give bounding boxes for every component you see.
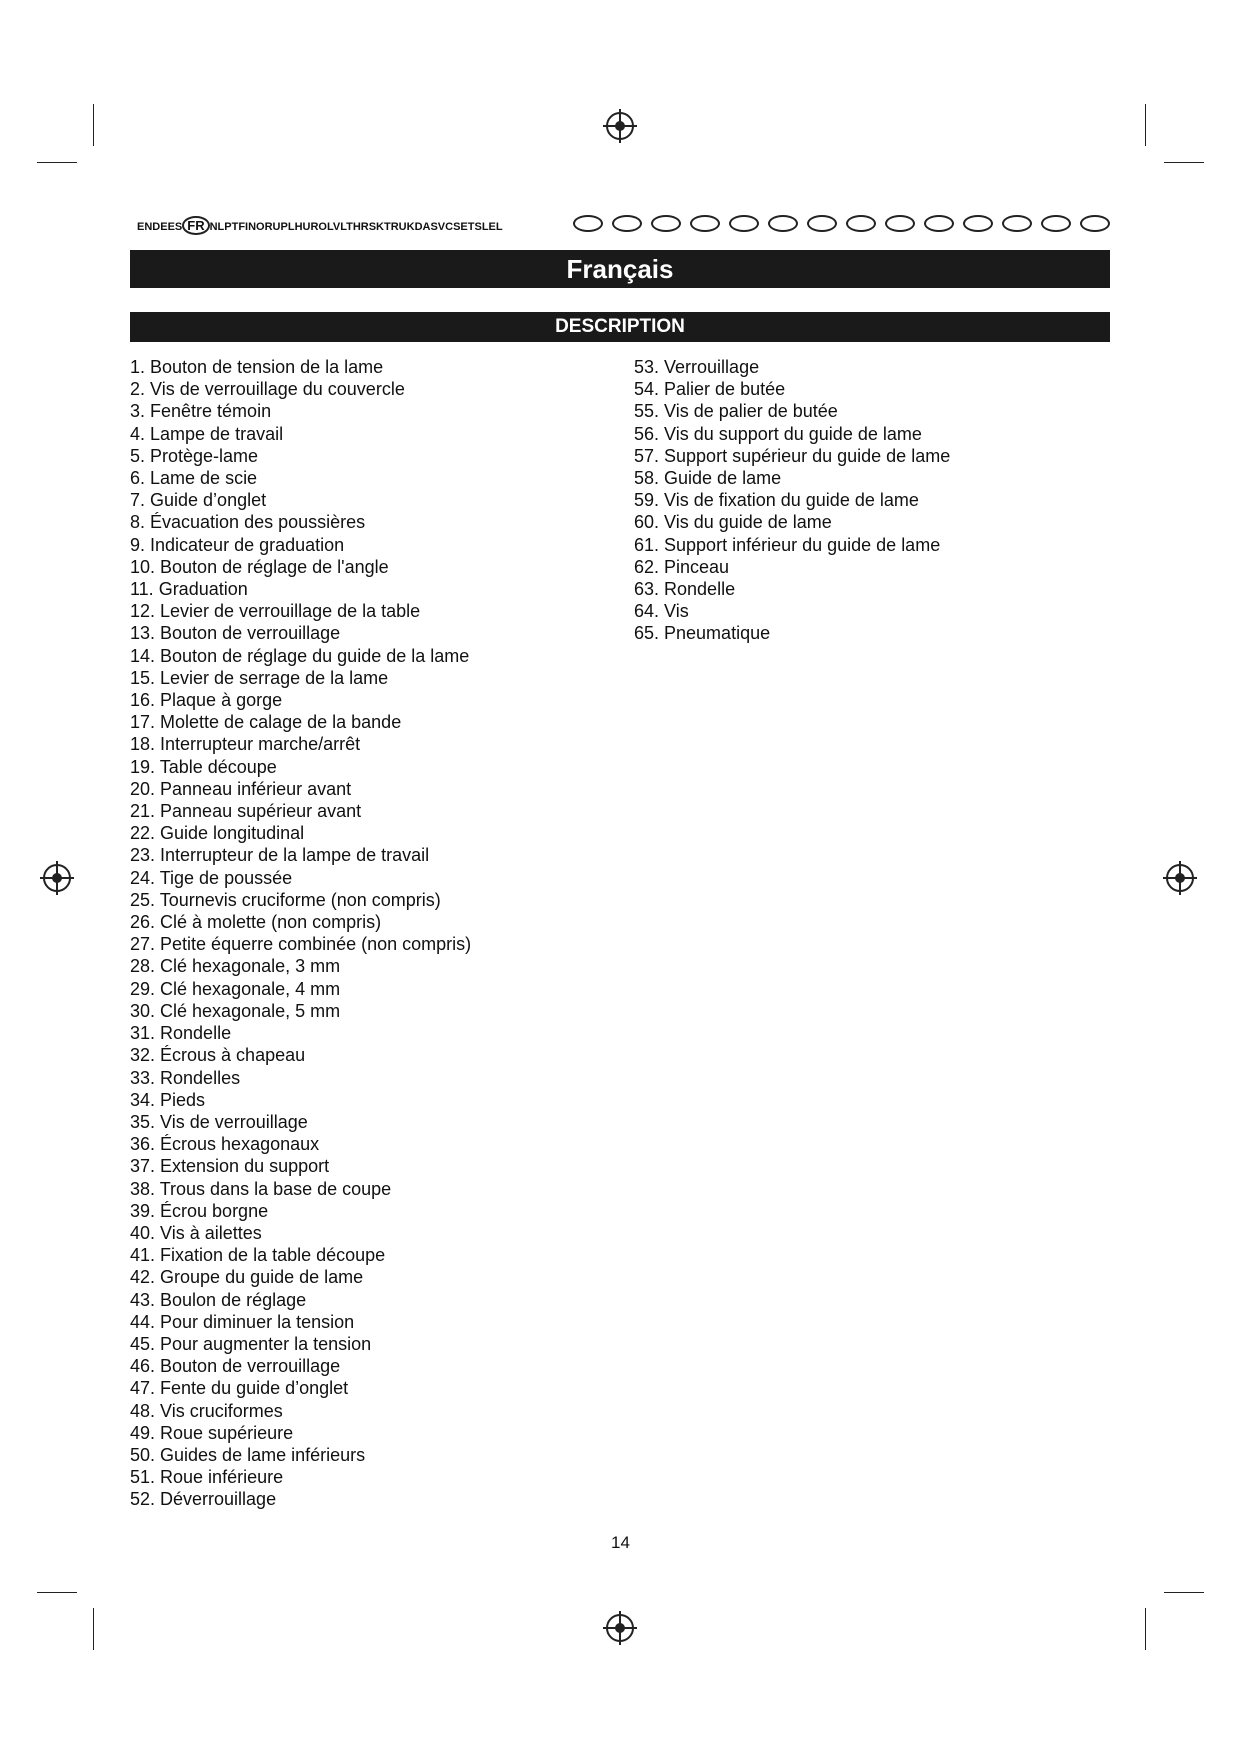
language-oval	[690, 215, 720, 232]
list-item: 63. Rondelle	[634, 579, 736, 600]
registration-mark-icon	[43, 864, 71, 892]
list-item: 9. Indicateur de graduation	[130, 534, 345, 555]
page-title: Français	[130, 250, 1110, 288]
list-item: 3. Fenêtre témoin	[130, 401, 272, 422]
registration-mark-icon	[1166, 864, 1194, 892]
list-item: 27. Petite équerre combinée (non compris)	[130, 934, 472, 955]
list-item: 11. Graduation	[130, 579, 248, 600]
language-oval	[768, 215, 798, 232]
language-code: SL	[474, 221, 489, 233]
list-item: 50. Guides de lame inférieurs	[130, 1444, 366, 1465]
language-code: HU	[294, 221, 311, 233]
list-item: 31. Rondelle	[130, 1023, 232, 1044]
registration-mark-icon	[606, 112, 634, 140]
list-item: 18. Interrupteur marche/arrêt	[130, 734, 361, 755]
crop-mark	[93, 104, 94, 146]
list-item: 54. Palier de butée	[634, 379, 786, 400]
list-item: 41. Fixation de la table découpe	[130, 1245, 386, 1266]
list-item: 62. Pinceau	[634, 556, 730, 577]
language-code: EL	[488, 221, 503, 233]
language-oval	[963, 215, 993, 232]
list-item: 47. Fente du guide d’onglet	[130, 1378, 349, 1399]
language-oval	[1002, 215, 1032, 232]
list-item: 64. Vis	[634, 601, 689, 622]
language-oval	[573, 215, 603, 232]
crop-mark	[1164, 1592, 1204, 1593]
list-item: 14. Bouton de réglage du guide de la lame	[130, 645, 470, 666]
list-item: 35. Vis de verrouillage	[130, 1111, 308, 1132]
crop-mark	[1145, 1608, 1146, 1650]
list-item: 26. Clé à molette (non compris)	[130, 912, 382, 933]
list-item: 10. Bouton de réglage de l'angle	[130, 556, 389, 577]
language-code: FI	[238, 221, 249, 233]
list-item: 61. Support inférieur du guide de lame	[634, 534, 941, 555]
language-codes	[137, 216, 503, 235]
list-item: 20. Panneau inférieur avant	[130, 778, 352, 799]
list-item: 22. Guide longitudinal	[130, 823, 305, 844]
language-code: ET	[460, 221, 475, 233]
list-item: 46. Bouton de verrouillage	[130, 1356, 341, 1377]
list-item: 48. Vis cruciformes	[130, 1400, 283, 1421]
list-item: 24. Tige de poussée	[130, 867, 293, 888]
crop-mark	[1145, 104, 1146, 146]
list-item: 15. Levier de serrage de la lame	[130, 667, 389, 688]
list-item: 30. Clé hexagonale, 5 mm	[130, 1000, 341, 1021]
list-item: 4. Lampe de travail	[130, 423, 284, 444]
language-code: LT	[340, 221, 353, 233]
list-item: 28. Clé hexagonale, 3 mm	[130, 956, 341, 977]
list-item: 33. Rondelles	[130, 1067, 241, 1088]
crop-mark	[1164, 162, 1204, 163]
language-code: RU	[264, 221, 281, 233]
language-code: PT	[224, 221, 239, 233]
language-code-active: FR	[182, 216, 209, 235]
list-item: 19. Table découpe	[130, 756, 277, 777]
list-item: 38. Trous dans la base de coupe	[130, 1178, 392, 1199]
language-oval	[1041, 215, 1071, 232]
language-code: EN	[137, 221, 153, 233]
list-item: 7. Guide d’onglet	[130, 490, 267, 511]
language-oval	[885, 215, 915, 232]
language-code: NO	[248, 221, 265, 233]
list-item: 16. Plaque à gorge	[130, 690, 283, 711]
crop-mark	[37, 1592, 77, 1593]
list-item: 58. Guide de lame	[634, 468, 782, 489]
registration-mark-icon	[606, 1614, 634, 1642]
language-code: UK	[398, 221, 415, 233]
language-oval	[1080, 215, 1110, 232]
language-code: DE	[152, 221, 168, 233]
crop-mark	[37, 162, 77, 163]
description-list-left	[130, 356, 600, 1511]
list-item: 6. Lame de scie	[130, 468, 258, 489]
list-item: 29. Clé hexagonale, 4 mm	[130, 978, 341, 999]
list-item: 12. Levier de verrouillage de la table	[130, 601, 421, 622]
language-code: CS	[445, 221, 461, 233]
language-code: SK	[368, 221, 384, 233]
language-code: ES	[167, 221, 183, 233]
language-oval	[807, 215, 837, 232]
list-item: 56. Vis du support du guide de lame	[634, 423, 922, 444]
list-item: 55. Vis de palier de butée	[634, 401, 838, 422]
list-item: 45. Pour augmenter la tension	[130, 1333, 372, 1354]
list-item: 65. Pneumatique	[634, 623, 771, 644]
list-item: 37. Extension du support	[130, 1156, 330, 1177]
list-item: 49. Roue supérieure	[130, 1422, 294, 1443]
list-item: 52. Déverrouillage	[130, 1489, 277, 1510]
list-item: 2. Vis de verrouillage du couvercle	[130, 379, 405, 400]
language-code: LV	[326, 221, 341, 233]
list-item: 5. Protège-lame	[130, 445, 259, 466]
language-code: TR	[384, 221, 399, 233]
language-code: RO	[310, 221, 327, 233]
list-item: 17. Molette de calage de la bande	[130, 712, 402, 733]
language-oval	[729, 215, 759, 232]
crop-mark	[93, 1608, 94, 1650]
language-oval	[651, 215, 681, 232]
language-code: PL	[280, 221, 295, 233]
list-item: 8. Évacuation des poussières	[130, 512, 366, 533]
language-code: NL	[209, 221, 225, 233]
list-item: 1. Bouton de tension de la lame	[130, 357, 384, 377]
list-item: 39. Écrou borgne	[130, 1200, 269, 1221]
list-item: 57. Support supérieur du guide de lame	[634, 445, 951, 466]
list-item: 42. Groupe du guide de lame	[130, 1267, 364, 1288]
list-item: 53. Verrouillage	[634, 357, 760, 377]
list-item: 21. Panneau supérieur avant	[130, 801, 362, 822]
language-tabs	[133, 212, 1113, 234]
list-item: 60. Vis du guide de lame	[634, 512, 832, 533]
list-item: 44. Pour diminuer la tension	[130, 1311, 355, 1332]
list-item: 59. Vis de fixation du guide de lame	[634, 490, 919, 511]
list-item: 36. Écrous hexagonaux	[130, 1134, 320, 1155]
language-oval	[612, 215, 642, 232]
language-oval	[924, 215, 954, 232]
list-item: 51. Roue inférieure	[130, 1467, 284, 1488]
list-item: 40. Vis à ailettes	[130, 1222, 262, 1243]
list-item: 25. Tournevis cruciforme (non compris)	[130, 889, 441, 910]
language-code: HR	[352, 221, 369, 233]
description-list-right	[634, 356, 1104, 645]
language-oval	[846, 215, 876, 232]
list-item: 43. Boulon de réglage	[130, 1289, 307, 1310]
list-item: 13. Bouton de verrouillage	[130, 623, 341, 644]
language-code: SV	[430, 221, 446, 233]
language-code: DA	[414, 221, 431, 233]
section-heading: DESCRIPTION	[130, 312, 1110, 342]
page-number: 14	[611, 1533, 630, 1552]
list-item: 34. Pieds	[130, 1089, 206, 1110]
list-item: 32. Écrous à chapeau	[130, 1045, 306, 1066]
list-item: 23. Interrupteur de la lampe de travail	[130, 845, 430, 866]
